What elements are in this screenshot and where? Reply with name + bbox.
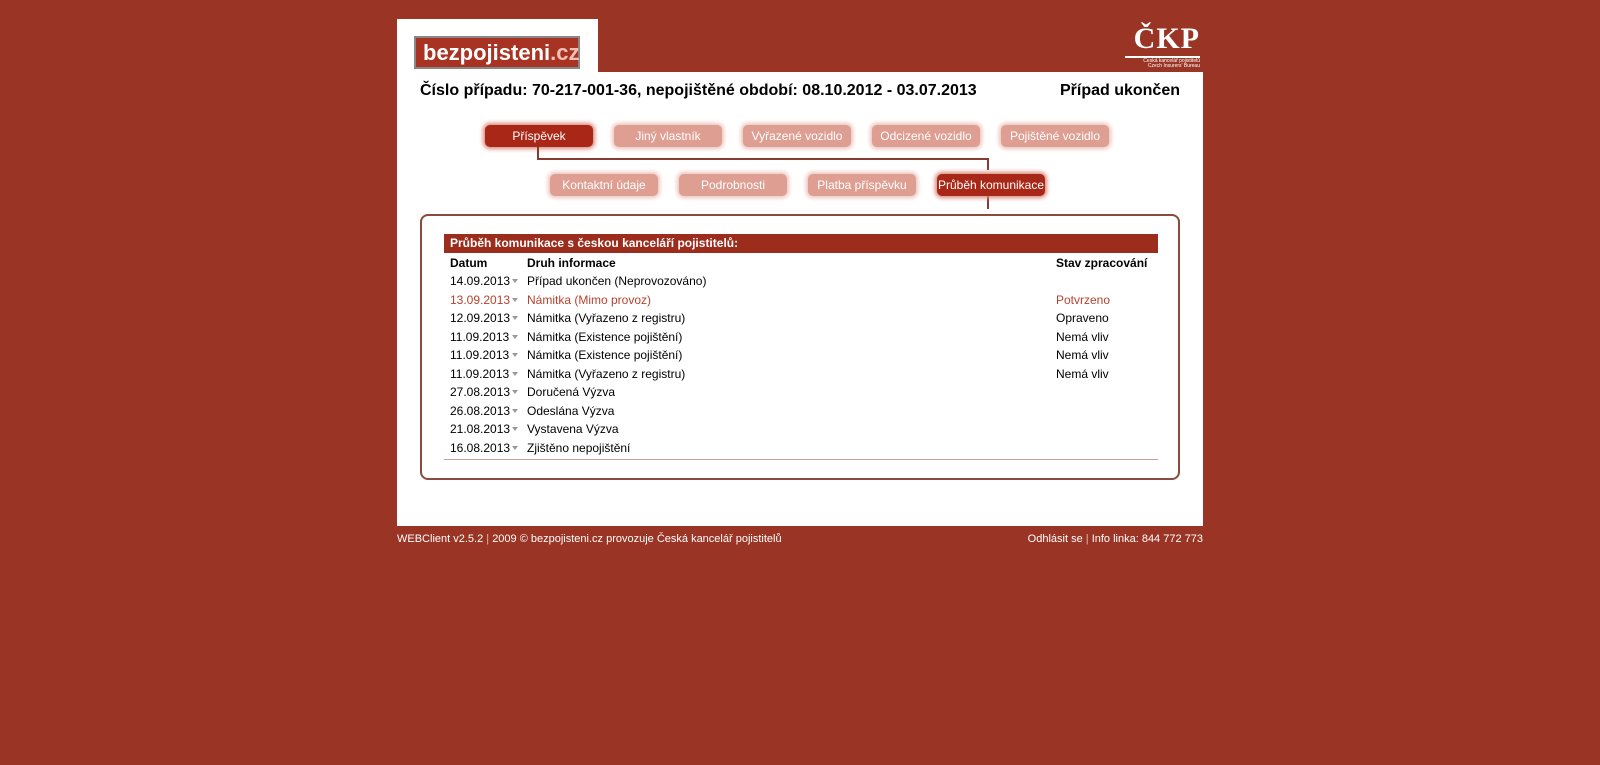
row-date: 11.09.2013	[450, 366, 510, 381]
connector-line	[987, 158, 989, 170]
column-header-date: Datum	[450, 256, 488, 270]
footer-left	[397, 533, 782, 545]
table-row	[450, 365, 1150, 383]
chevron-down-icon[interactable]	[512, 335, 518, 339]
row-info: Námitka (Vyřazeno z registru)	[527, 311, 686, 325]
communication-panel	[420, 214, 1180, 480]
row-date: 21.08.2013	[450, 422, 511, 436]
main-content	[397, 72, 1203, 526]
row-info: Odeslána Výzva	[527, 403, 615, 418]
tab-vyrazene-vozidlo[interactable]: Vyřazené vozidlo	[743, 125, 851, 147]
chevron-down-icon[interactable]	[512, 316, 518, 320]
table-row	[450, 328, 1150, 346]
column-header-state: Stav zpracování	[1056, 256, 1148, 270]
tab-platba-prispevku[interactable]: Platba příspěvku	[808, 174, 916, 196]
row-date: 14.09.2013	[450, 274, 511, 288]
column-header-info: Druh informace	[527, 256, 616, 270]
connector-line	[537, 158, 989, 160]
header	[397, 0, 1203, 72]
row-date: 11.09.2013	[450, 329, 510, 344]
ckp-logo-subtitle-1: Česká kancelář pojistitelů	[1143, 58, 1200, 64]
chevron-down-icon[interactable]	[512, 390, 518, 394]
table-row	[450, 383, 1150, 401]
row-info: Případ ukončen (Neprovozováno)	[527, 274, 707, 288]
tab-prispevek[interactable]: Příspěvek	[485, 125, 593, 147]
row-info: Námitka (Existence pojištění)	[527, 329, 683, 344]
row-info: Námitka (Existence pojištění)	[527, 348, 683, 362]
table-row	[450, 346, 1150, 364]
footer-separator: |	[486, 533, 490, 545]
footer-copyright: 2009 © bezpojisteni.cz provozuje Česká kancelář pojistitelů	[492, 533, 782, 545]
row-info: Zjištěno nepojištění	[527, 440, 631, 455]
table-row	[450, 291, 1150, 309]
ckp-logo	[1117, 24, 1203, 68]
chevron-down-icon[interactable]	[512, 372, 518, 376]
row-state: Nemá vliv	[1056, 348, 1109, 362]
row-state: Nemá vliv	[1056, 329, 1109, 344]
row-date: 26.08.2013	[450, 403, 511, 418]
row-info: Námitka (Vyřazeno z registru)	[527, 366, 686, 381]
row-state: Nemá vliv	[1056, 366, 1109, 381]
chevron-down-icon[interactable]	[512, 427, 518, 431]
row-state: Opraveno	[1056, 311, 1109, 325]
chevron-down-icon[interactable]	[512, 446, 518, 450]
tab-pojistene-vozidlo[interactable]: Pojištěné vozidlo	[1001, 125, 1109, 147]
connector-line	[987, 196, 989, 209]
panel-header: Průběh komunikace s českou kanceláří pojistitelů:	[444, 234, 1158, 253]
logo-tab	[397, 19, 598, 72]
table-row	[450, 272, 1150, 290]
row-date: 27.08.2013	[450, 385, 511, 399]
row-info: Vystavena Výzva	[527, 422, 619, 436]
site-logo[interactable]	[414, 36, 580, 69]
row-info: Doručená Výzva	[527, 385, 616, 399]
chevron-down-icon[interactable]	[512, 298, 518, 302]
table-row	[450, 420, 1150, 438]
row-date: 16.08.2013	[450, 440, 511, 455]
row-date: 11.09.2013	[450, 348, 510, 362]
tab-prubeh-komunikace[interactable]: Průběh komunikace	[937, 174, 1045, 196]
table-row	[450, 309, 1150, 327]
case-title: Číslo případu: 70-217-001-36, nepojištěné období: 08.10.2012 - 03.07.2013	[420, 82, 977, 99]
chevron-down-icon[interactable]	[512, 353, 518, 357]
table-row	[450, 439, 1150, 457]
tab-jiny-vlastnik[interactable]: Jiný vlastník	[614, 125, 722, 147]
row-state: Potvrzeno	[1056, 292, 1111, 307]
info-line: Info linka: 844 772 773	[1091, 533, 1203, 545]
tab-odcizene-vozidlo[interactable]: Odcizené vozidlo	[872, 125, 980, 147]
logout-link[interactable]: Odhlásit se	[1027, 533, 1083, 545]
chevron-down-icon[interactable]	[512, 279, 518, 283]
logo-tld: .cz	[550, 40, 580, 65]
ckp-logo-subtitle-2: Czech Insurers' Bureau	[1147, 63, 1200, 69]
footer-version: WEBClient v2.5.2	[397, 533, 484, 545]
footer-right	[1028, 533, 1203, 545]
table-bottom-divider	[444, 459, 1158, 460]
tab-kontaktni-udaje[interactable]: Kontaktní údaje	[550, 174, 658, 196]
footer-separator: |	[1085, 533, 1089, 545]
ckp-logo-text: ČKP	[1133, 22, 1200, 55]
page	[397, 0, 1203, 545]
logo-name: bezpojisteni	[423, 40, 551, 65]
row-date: 13.09.2013	[450, 292, 511, 307]
table-row	[450, 402, 1150, 420]
case-status: Případ ukončen	[1059, 82, 1180, 99]
tab-podrobnosti[interactable]: Podrobnosti	[679, 174, 787, 196]
row-info: Námitka (Mimo provoz)	[527, 292, 652, 307]
row-date: 12.09.2013	[450, 311, 511, 325]
chevron-down-icon[interactable]	[512, 409, 518, 413]
